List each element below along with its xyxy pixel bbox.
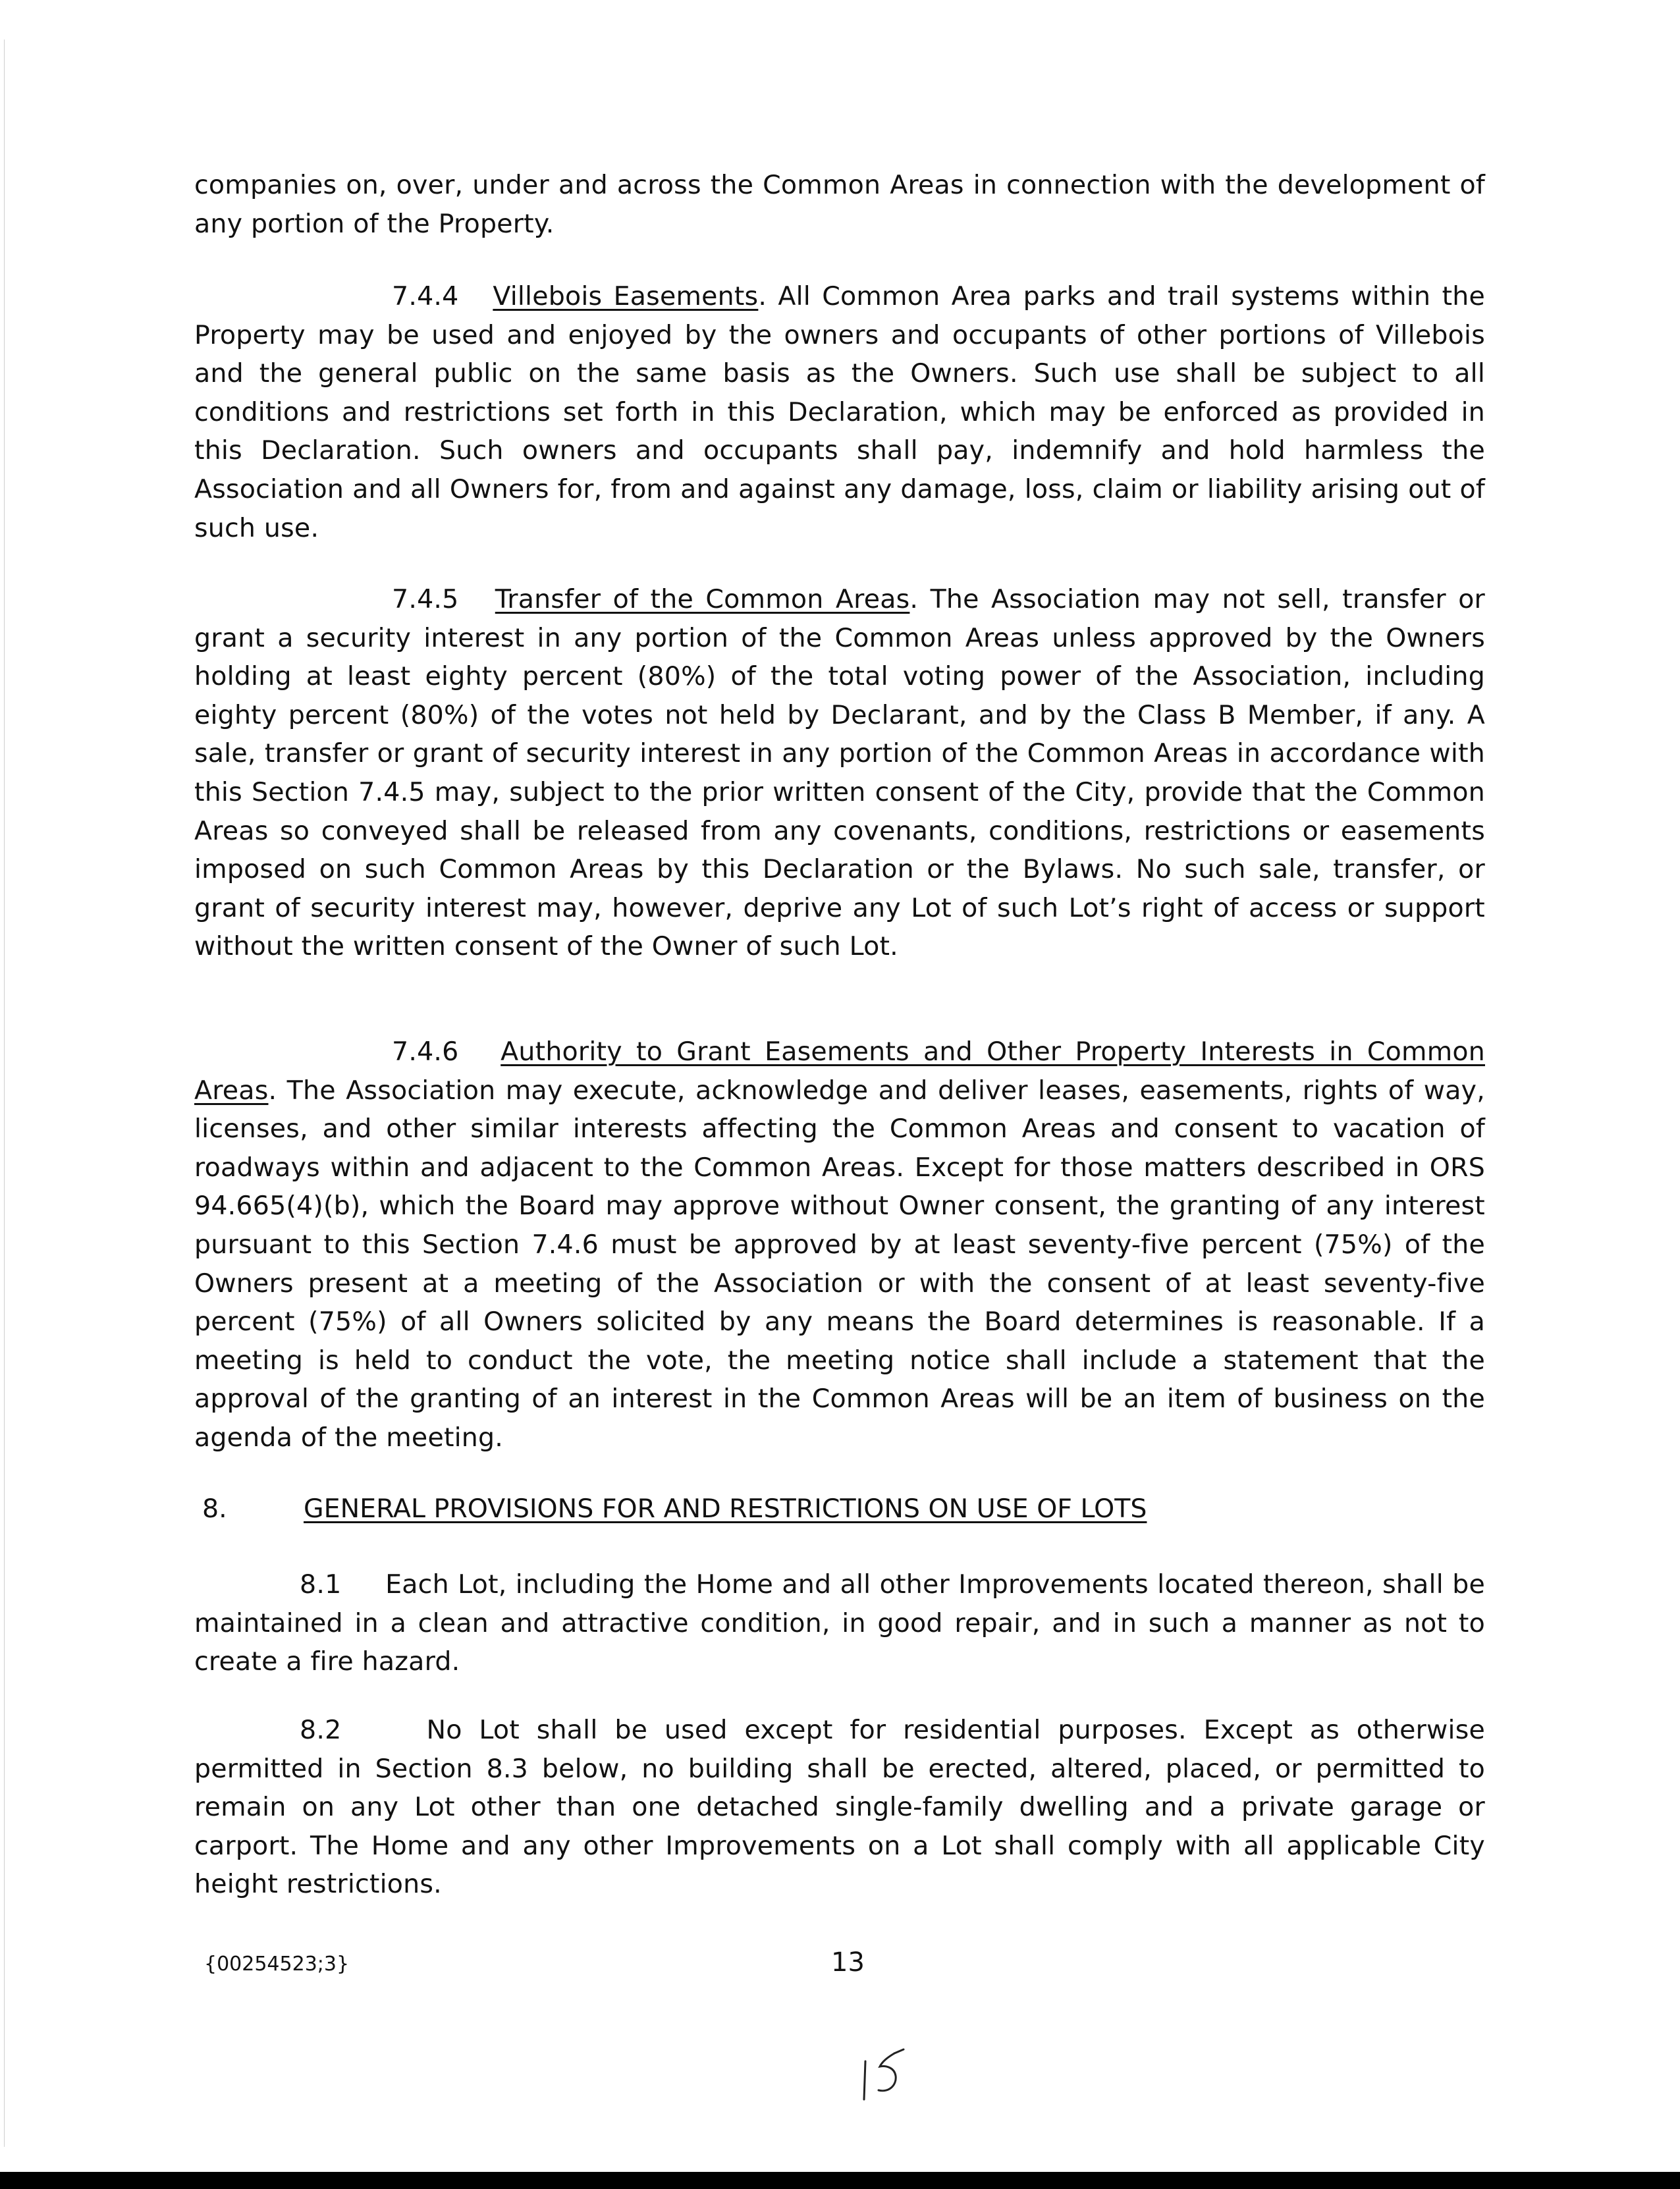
heading-title: GENERAL PROVISIONS FOR AND RESTRICTIONS ON USE OF LOTS (304, 1494, 1147, 1524)
section-8-2 (194, 1711, 1485, 1904)
section-number: 7.4.5 (392, 584, 459, 614)
scan-bottom-border (0, 2172, 1680, 2189)
section-body: Each Lot, including the Home and all other Improvements located thereon, shall be maintained in a clean and attractive condition, in good repair, and in such a manner as not to create a fire hazard. (194, 1569, 1486, 1677)
paragraph-text: companies on, over, under and across the Common Areas in connection with the development of any portion of the Property. (194, 170, 1485, 239)
section-7-4-6 (194, 1033, 1485, 1457)
section-8-1-paragraph (194, 1565, 1485, 1681)
section-body: . The Association may not sell, transfer or grant a security interest in any portion of the Common Areas unless approved by the Owners holding at least eighty percent (80%) of the total voting power of the Association, including eighty percent (80%) of the votes not held by Declarant, and by the Class B Member, if any. A sale, transfer or grant of security interest in any portion of the Common Areas in accordance with this Section 7.4.5 may, subject to the prior written consent of the City, provide that the Common Areas so conveyed shall be released from any covenants, conditions, restrictions or easements imposed on such Common Areas by this Declaration or the Bylaws. No such sale, transfer, or grant of security interest may, however, deprive any Lot of such Lot’s right of access or support without the written consent of the Owner of such Lot. (194, 584, 1485, 962)
section-8-1 (194, 1565, 1485, 1681)
scan-edge-line (4, 40, 5, 2147)
section-number: 8.2 (300, 1715, 342, 1745)
section-8-2-paragraph (194, 1711, 1485, 1904)
section-number: 7.4.4 (392, 281, 459, 311)
section-number: 7.4.6 (392, 1037, 459, 1067)
section-number: 8.1 (300, 1569, 342, 1600)
section-body: . All Common Area parks and trail systems within the Property may be used and enjoyed by the owners and occupants of other portions of Villebois and the general public on the same basis as the Owners. Such use shall be subject to all conditions and restrictions set forth in this Declaration, which may be enforced as provided in this Declaration. Such owners and occupants shall pay, indemnify and hold harmless the Association and all Owners for, from and against any damage, loss, claim or liability arising out of such use. (194, 281, 1485, 543)
paragraph-continuation (194, 166, 1485, 243)
section-7-4-4-paragraph (194, 277, 1485, 547)
section-title: Authority to Grant Easements and Other Property Interests in Common Areas (194, 1037, 1485, 1106)
handwritten-page-number (856, 2047, 929, 2106)
section-7-4-6-paragraph (194, 1033, 1485, 1457)
heading-number: 8. (202, 1494, 227, 1524)
section-body: . The Association may execute, acknowledge and deliver leases, easements, rights of way, licenses, and other similar interests affecting the Common Areas and consent to vacation of roadways within and adjacent to the Common Areas. Except for those matters described in ORS 94.665(4)(b), which the Board may approve without Owner consent, the granting of any interest pursuant to this Section 7.4.6 must be approved by at least seventy-five percent (75%) of the Owners present at a meeting of the Association or with the consent of at least seventy-five percent (75%) of all Owners solicited by any means the Board determines is reasonable. If a meeting is held to conduct the vote, the meeting notice shall include a statement that the approval of the granting of an interest in the Common Areas will be an item of business on the agenda of the meeting. (194, 1075, 1485, 1453)
section-title: Transfer of the Common Areas (495, 584, 910, 614)
document-id: {00254523;3} (204, 1953, 350, 1976)
section-7-4-4 (194, 277, 1485, 547)
section-title: Villebois Easements (493, 281, 759, 311)
section-8-heading (202, 1490, 1147, 1528)
section-body: No Lot shall be used except for residential purposes. Except as otherwise permitted in Section 8.3 below, no building shall be erected, altered, placed, or permitted to remain on any Lot other than one detached single-family dwelling and a private garage or carport. The Home and any other Improvements on a Lot shall comply with all applicable City height restrictions. (194, 1715, 1485, 1900)
page-number: 13 (831, 1947, 865, 1978)
section-7-4-5-paragraph (194, 580, 1485, 966)
section-7-4-5 (194, 580, 1485, 966)
